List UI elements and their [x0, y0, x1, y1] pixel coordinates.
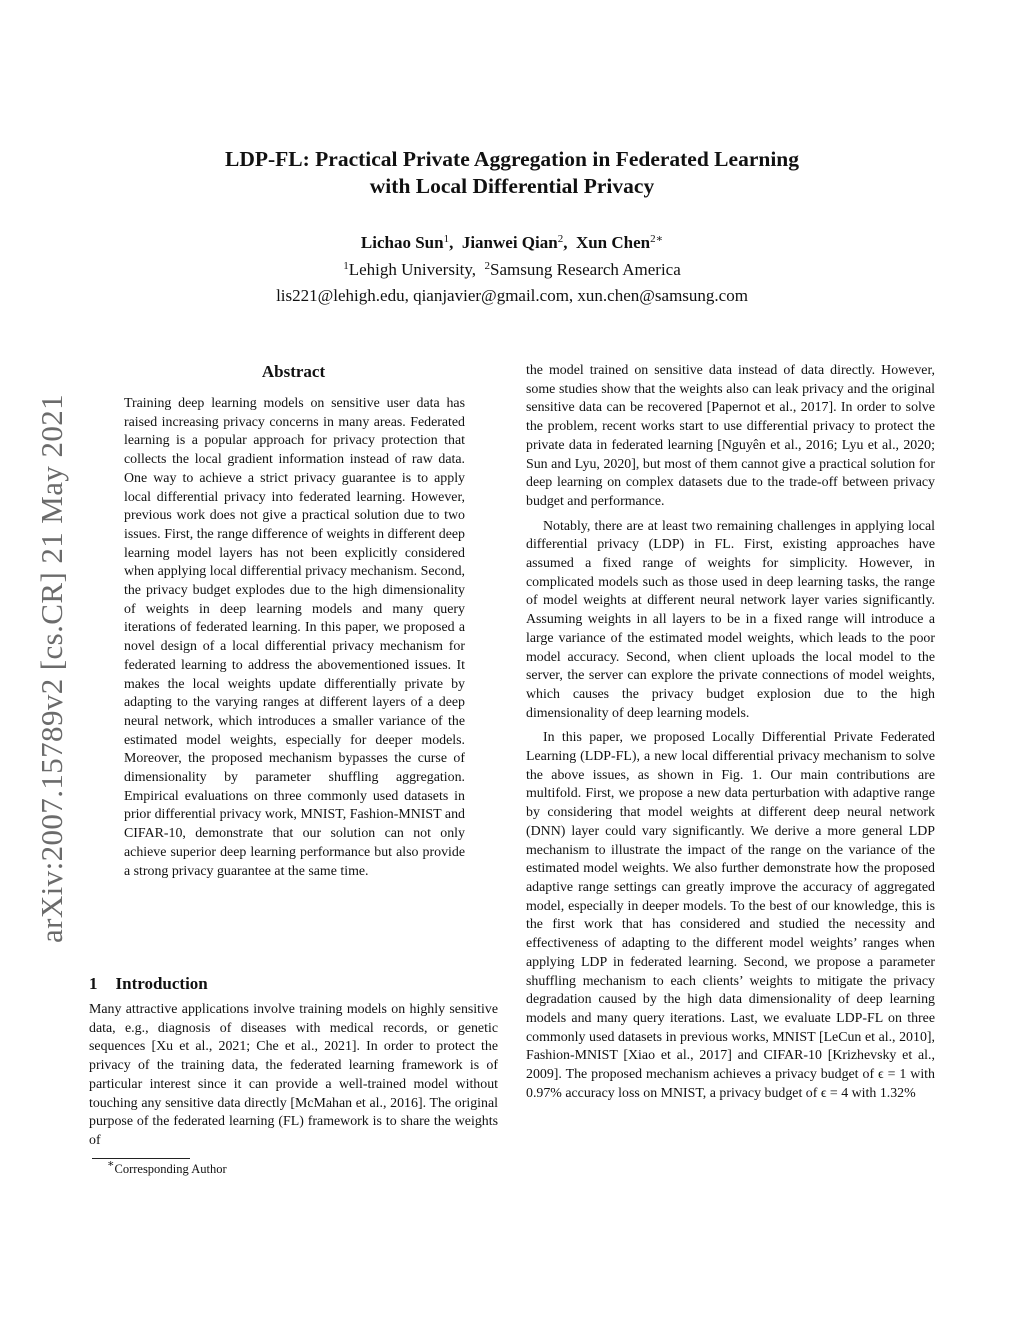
section-heading: [89, 973, 208, 995]
title-line-1: LDP-FL: Practical Private Aggregation in Federated Learning: [224, 147, 799, 171]
section-number: 1: [89, 974, 98, 993]
paragraph: the model trained on sensitive data instead of data directly. However, some studies show that the weights also can leak privacy and the original sensitive data can be recovered [Papernot et al., 2017]. In order to solve the problem, recent works start to use differential privacy to protect the private data in federated learning [Nguyên et al., 2016; Lyu et al., 2020; Sun and Lyu, 2020], but most of them cannot give a practical solution for deep learning on complex datasets due to the trade-off between privacy budget and performance.: [526, 363, 935, 509]
title-line-2: with Local Differential Privacy: [369, 174, 655, 198]
paper-title: [0, 146, 1024, 200]
introduction-body: Many attractive applications involve training models on highly sensitive data, e.g., diagnosis of diseases with medical records, or genetic sequences [Xu et al., 2021; Che et al., 2021]. In order to protect the privacy of the training data, the federated learning framework is of particular interest since it can provide a well-trained model without touching any sensitive data directly [McMahan et al., 2016]. The original purpose of the federated learning (FL) framework is to share the weights of: [89, 1002, 498, 1148]
affiliation-mark: 1: [343, 260, 349, 272]
footnote-text: Corresponding Author: [114, 1162, 227, 1176]
author-name: Jianwei Qian: [461, 233, 558, 252]
paragraph: In this paper, we proposed Locally Differential Private Federated Learning (LDP-FL), a new local differential privacy mechanism to solve the above issues, as shown in Fig. 1. Our main contributions are multifold. First, we propose a new data perturbation with adaptive range by considering that model weights at different deep neural network (DNN) layer could vary significantly. We derive a more general LDP mechanism to illustrate the impact of the range on the variance of the estimated model weights. We also further demonstrate how the proposed adaptive range settings can greatly improve the accuracy of aggregated model, especially in deeper models. To the best of our knowledge, this is the first work that has considered and studied the necessity and effectiveness of adapting to the different model weights’ ranges when applying LDP in federated learning. Second, we propose a parameter shuffling mechanism to each clients’ weights to mitigate the privacy degradation caused by the high data dimensionality of deep learning models and many query iterations. Last, we evaluate LDP-FL on three commonly used datasets in previous works, MNIST [LeCun et al., 2010], Fashion-MNIST [Xiao et al., 2017] and CIFAR-10 [Krizhevsky et al., 2009]. The proposed mechanism achieves a privacy budget of ϵ = 1 with 0.97% accuracy loss on MNIST, a privacy budget of ϵ = 4 with 1.32%: [526, 730, 935, 1101]
author-affiliation-mark: 1: [443, 233, 450, 245]
author-list: Lichao Sun$^1$, Jianwei Qian$^2$, Xun Chen$^{2∗}$: [360, 233, 664, 252]
author-name: Xun Chen: [575, 233, 651, 252]
section-title: Introduction: [115, 974, 208, 993]
affiliation-mark: 2: [484, 260, 491, 272]
right-column: [526, 362, 935, 1103]
arxiv-identifier: arXiv:2007.15789v2 [cs.CR] 21 May 2021: [34, 393, 69, 943]
affiliations: $^1$Lehigh University, $^2$Samsung Research America: [343, 260, 681, 279]
abstract-body: Training deep learning models on sensitive user data has raised increasing privacy concerns in many areas. Federated learning is a popular approach for privacy protection that collects the local gradient information instead of raw data. One way to achieve a strict privacy guarantee is to apply local differential privacy into federated learning. However, previous work does not give a practical solution due to two issues. First, the range difference of weights in different deep learning model layers has not been explicitly considered when applying local differential privacy mechanism. Second, the privacy budget explodes due to the high dimensionality of weights in deep learning models and many query iterations of federated learning. In this paper, we proposed a novel design of a local differential privacy mechanism for federated learning to address the abovementioned issues. It makes the local weights update differentially private by adapting to the varying ranges at different layers of a deep neural network, which introduces a smaller variance of the estimated model weights, especially for deeper models. Moreover, the proposed mechanism bypasses the curse of dimensionality by parameter shuffling aggregation. Empirical evaluations on three commonly used datasets in prior differential privacy work, MNIST, Fashion-MNIST and CIFAR-10, demonstrate that our solution can not only achieve superior deep learning performance but also provide a strong privacy guarantee at the same time.: [124, 396, 465, 879]
paragraph: Notably, there are at least two remaining challenges in applying local differential privacy (LDP) in FL. First, existing approaches have assumed a fixed range of weights for simplicity. However, in complicated models such as those used in deep learning tasks, the range of model weights at different neural network layer varies significantly. Assuming weights in all layers to be in a fixed range will introduce a large variance of the estimated model weights, which leads to the poor model accuracy. Second, when client uploads the local model to the server, the server can explore the private connections of model weights, which causes the privacy budget explosion due to the high dimensionality of deep learning models.: [526, 518, 935, 721]
author-affiliation-mark: 2: [557, 233, 564, 245]
footnote: [107, 1160, 227, 1178]
affiliation-name: Lehigh University: [348, 260, 472, 279]
abstract-heading: Abstract: [261, 362, 326, 381]
footnote-mark: ∗: [107, 1158, 115, 1170]
author-name: Lichao Sun: [360, 233, 444, 252]
affiliation-name: Samsung Research America: [490, 260, 681, 279]
author-emails: lis221@lehigh.edu, qianjavier@gmail.com, xun.chen@samsung.com: [276, 286, 748, 305]
author-affiliation-mark: 2∗: [650, 233, 664, 245]
